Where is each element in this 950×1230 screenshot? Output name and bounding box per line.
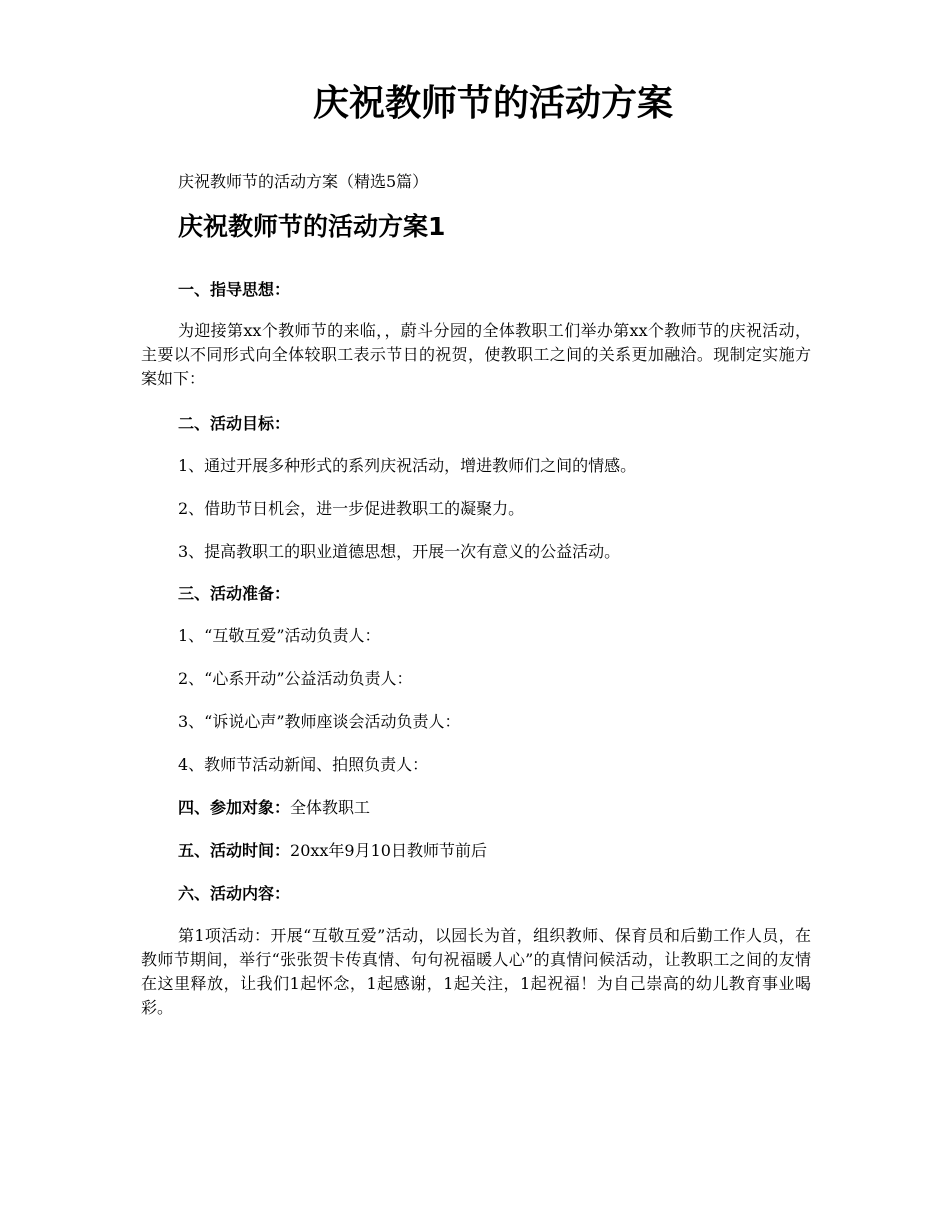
prep-item: 2、“心系开动”公益活动负责人： xyxy=(178,669,413,688)
heading-activity-content: 六、活动内容： xyxy=(178,884,291,903)
content-paragraph: 第1项活动：开展“互敬互爱”活动，以园长为首，组织教师、保育员和后勤工作人员，在教师节期间，举行“张张贺卡传真情、句句祝福暖人心”的真情问候活动，让教职工之间的友情在这里释放，让我们1起怀念，1起感谢，1起关注，1起祝福！为自己崇高的幼儿教育事业喝彩。 xyxy=(141,926,811,1017)
intro-paragraph: 为迎接第xx个教师节的来临，，蔚斗分园的全体教职工们举办第xx个教师节的庆祝活动，主要以不同形式向全体较职工表示节日的祝贺，使教职工之间的关系更加融洽。现制定实施方案如下： xyxy=(141,321,811,388)
participants-line xyxy=(178,796,370,820)
activity-time-value: 20xx年9月10日教师节前后 xyxy=(290,841,487,860)
activity-time-label: 五、活动时间： xyxy=(178,841,291,860)
heading-activity-goals: 二、活动目标： xyxy=(178,414,291,433)
goal-item: 3、提高教职工的职业道德思想，开展一次有意义的公益活动。 xyxy=(178,542,621,561)
prep-item: 3、“诉说心声”教师座谈会活动负责人： xyxy=(178,712,461,731)
participants-label: 四、参加对象： xyxy=(178,798,291,817)
activity-time-line xyxy=(178,839,487,863)
section-heading: 庆祝教师节的活动方案1 xyxy=(178,212,446,241)
goal-item: 2、借助节日机会，进一步促进教职工的凝聚力。 xyxy=(178,499,525,518)
goal-item: 1、通过开展多种形式的系列庆祝活动，增进教师们之间的情感。 xyxy=(178,456,637,475)
heading-activity-preparation: 三、活动准备： xyxy=(178,584,291,603)
prep-item: 4、教师节活动新闻、拍照负责人： xyxy=(178,755,429,774)
document-title: 庆祝教师节的活动方案 xyxy=(312,83,673,124)
document-subtitle: 庆祝教师节的活动方案（精选5篇） xyxy=(178,172,429,191)
participants-value: 全体教职工 xyxy=(290,798,371,817)
prep-item: 1、“互敬互爱”活动负责人： xyxy=(178,626,381,645)
heading-guiding-ideology: 一、指导思想： xyxy=(178,280,291,299)
